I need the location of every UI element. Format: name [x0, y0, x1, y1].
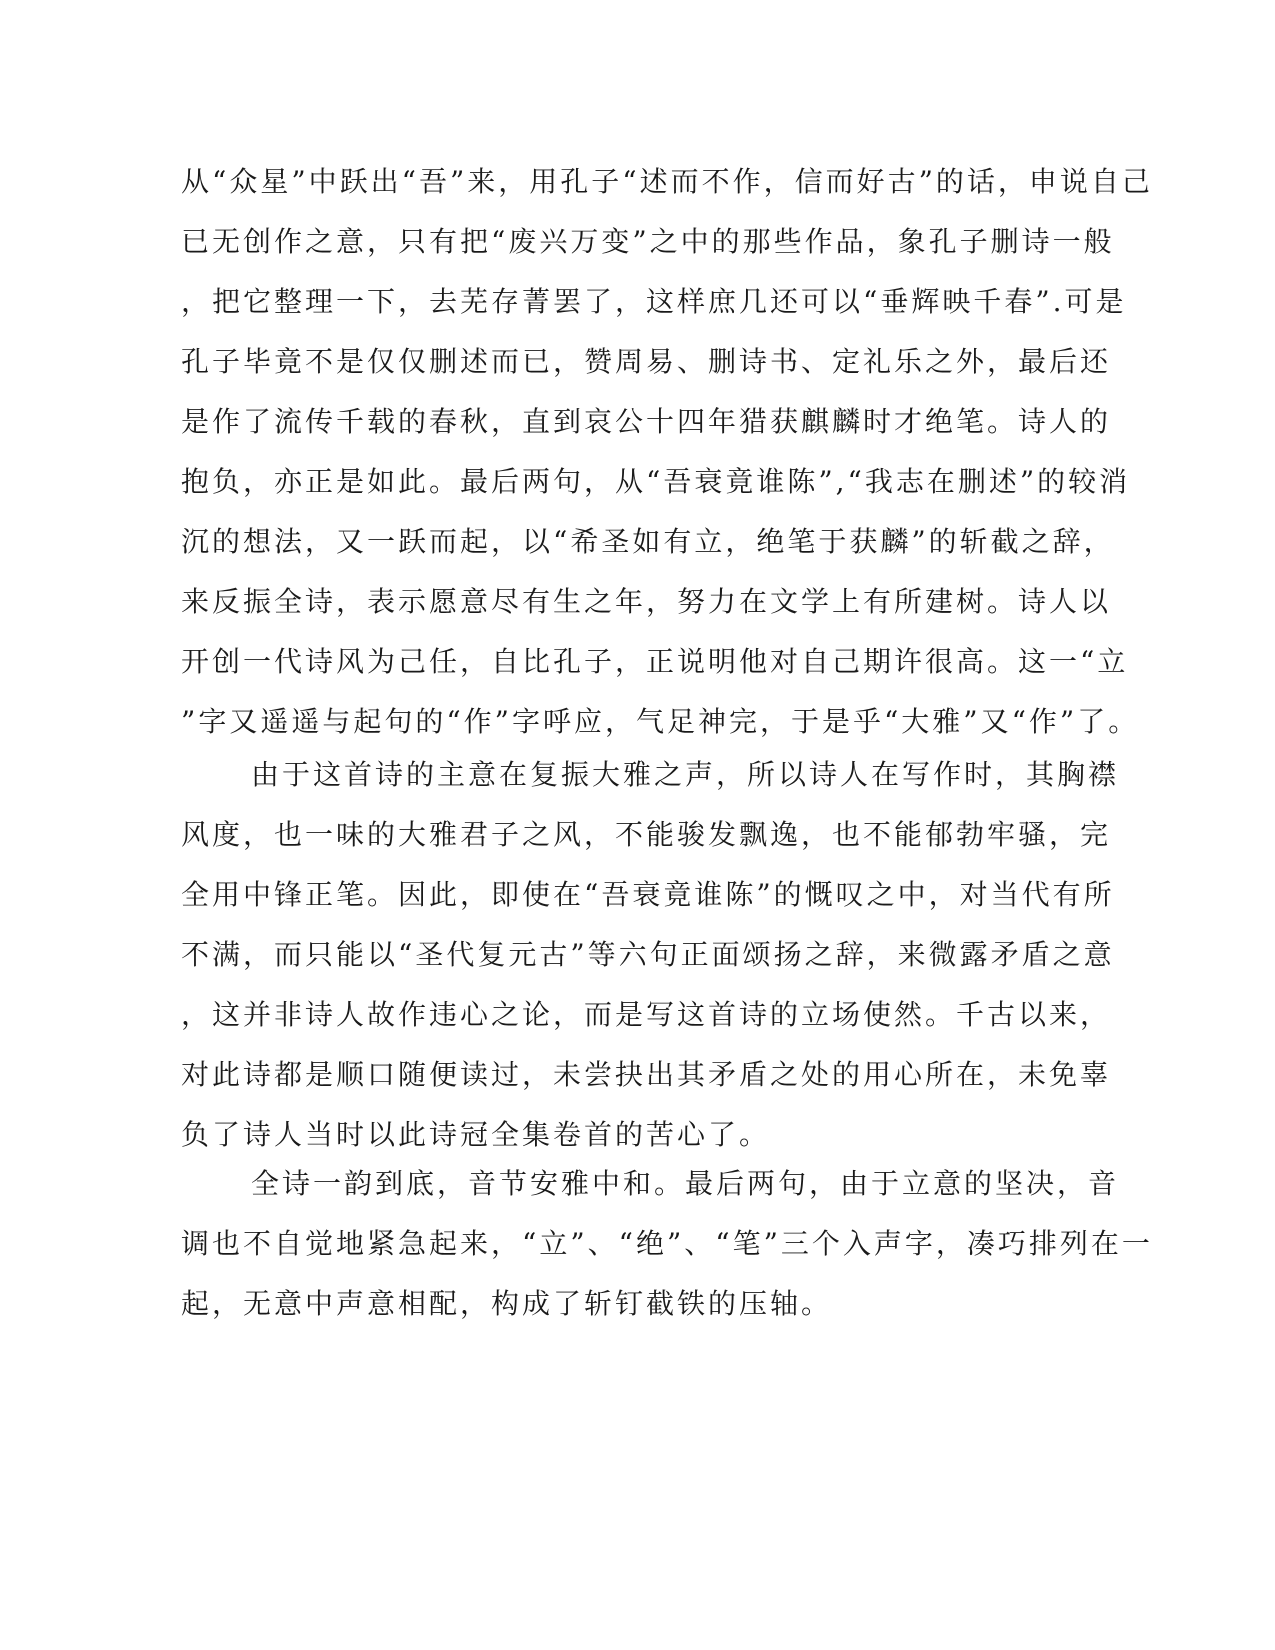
text-line: 是作了流传千载的春秋，直到哀公十四年猎获麒麟时才绝笔。诗人的: [181, 405, 1112, 438]
text-line: 对此诗都是顺口随便读过，未尝抉出其矛盾之处的用心所在，未免辜: [181, 1058, 1112, 1091]
paragraph-2: [181, 745, 1120, 1165]
text-line: 风度，也一味的大雅君子之风，不能骏发飘逸，也不能郁勃牢骚，完: [181, 818, 1112, 851]
text-line: 沉的想法，又一跃而起，以“希圣如有立，绝笔于获麟”的斩截之辞，: [181, 525, 1115, 558]
text-line: 孔子毕竟不是仅仅删述而已，赞周易、删诗书、定礼乐之外，最后还: [181, 345, 1112, 378]
text-line: ”字又遥遥与起句的“作”字呼应，气足神完，于是乎“大雅”又“作”了。: [181, 705, 1140, 738]
text-line: 起，无意中声意相配，构成了斩钉截铁的压轴。: [181, 1287, 833, 1320]
text-line: 从“众星”中跃出“吾”来，用孔子“述而不作，信而好古”的话，申说自己: [181, 165, 1153, 198]
paragraph-3: [181, 1154, 1153, 1334]
paragraph-1: [181, 152, 1153, 752]
text-line: 来反振全诗，表示愿意尽有生之年，努力在文学上有所建树。诗人以: [181, 585, 1112, 618]
text-line: 已无创作之意，只有把“废兴万变”之中的那些作品，象孔子删诗一般: [181, 225, 1115, 258]
text-line: 负了诗人当时以此诗冠全集卷首的苦心了。: [181, 1118, 771, 1151]
text-line: 全诗一韵到底，音节安雅中和。最后两句，由于立意的坚决，音: [251, 1167, 1120, 1200]
text-line: ，把它整理一下，去芜存菁罢了，这样庶几还可以“垂辉映千春”.可是: [181, 285, 1127, 318]
text-line: 不满，而只能以“圣代复元古”等六句正面颂扬之辞，来微露矛盾之意: [181, 938, 1115, 971]
text-line: 调也不自觉地紧急起来，“立”、“绝”、“笔”三个入声字，凑巧排列在一: [181, 1227, 1153, 1260]
text-line: 开创一代诗风为己任，自比孔子，正说明他对自己期许很高。这一“立: [181, 645, 1129, 678]
text-line: ，这并非诗人故作违心之论，而是写这首诗的立场使然。千古以来，: [181, 998, 1112, 1031]
text-line: 抱负，亦正是如此。最后两句，从“吾衰竟谁陈”,“我志在删述”的较消: [181, 465, 1131, 498]
text-line: 由于这首诗的主意在复振大雅之声，所以诗人在写作时，其胸襟: [251, 758, 1120, 791]
text-line: 全用中锋正笔。因此，即使在“吾衰竟谁陈”的慨叹之中，对当代有所: [181, 878, 1115, 911]
